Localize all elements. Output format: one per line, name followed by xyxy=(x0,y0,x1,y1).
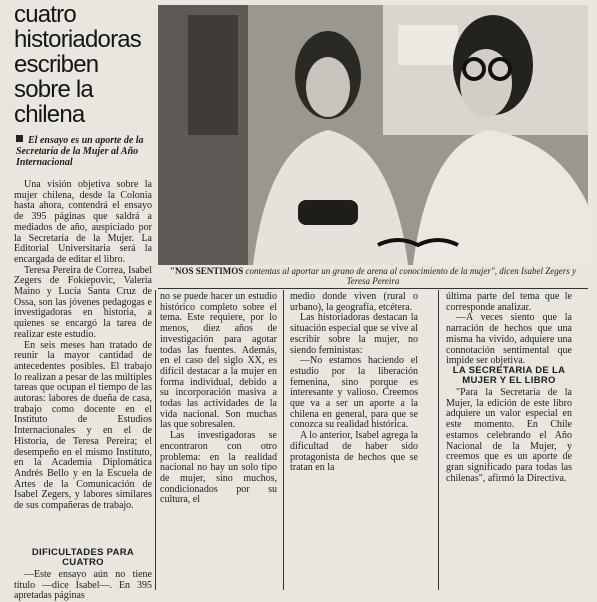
subhead-secretaria: LA SECRETARIA DE LA MUJER Y EL LIBRO xyxy=(452,365,566,386)
column-2 xyxy=(160,292,277,506)
paragraph: Una visión objetiva sobre la mujer chilena, desde la Colonia hasta ahora, contendrá el ensayo de 395 páginas que saldrá a mediados de año, auspiciado por la Secretaría de la Mujer. La Editorial Universitaria será la encargada de editar el libro. xyxy=(14,179,152,265)
paragraph: medio donde viven (rural o urbano), la geografía, etcétera. xyxy=(290,291,418,313)
paragraph: no se puede hacer un estudio histórico completo sobre el tema. Este requiere, por lo menos, diez años de investigación para agotar todas las fuentes. Además, en el caso del siglo XX, es difícil destacar a la mujer en forma individual, debido a su incorporación masiva a todas las actividades de la vida nacional. Son muchas las que sobresalen. xyxy=(160,291,277,431)
column-4 xyxy=(446,292,572,367)
paragraph: —A veces siento que la narración de hechos que una misma ha vivido, adquiere una connotación sentimental que impide ser objetiva. xyxy=(446,312,572,367)
paragraph: Las historiadoras destacan la situación especial que se vive al escribir sobre la mujer, no siendo feministas: xyxy=(290,312,419,356)
photo-caption xyxy=(158,266,588,286)
caption-text: contentas al aportar un grano de arena al conocimiento de la mujer", dicen Isabel Zegers y Teresa Pereira xyxy=(243,266,576,286)
paragraph: Teresa Pereira de Correa, Isabel Zegers de Fokiepovic, Valeria Maino y Lucía Santa Cruz de Ossa, son las jóvenes pedagogas e investigadoras en historia, a quienes se encargó la tarea de realizar este estudio. xyxy=(14,264,152,340)
paragraph: "Para la Secretaría de la Mujer, la edición de este libro adquiere un valor especial en este momento. En Chile estamos celebrando el Año Nacional de la Mujer, y creemos que es un aporte de gran significado para todas las chilenas", afirmó la Directiva. xyxy=(446,387,572,484)
deck-text: El ensayo es un aporte de la Secretaría de la Mujer al Año Internacional xyxy=(16,135,144,168)
column-rule xyxy=(155,290,156,590)
paragraph: En seis meses han tratado de reunir la mayor cantidad de antecedentes posibles. El trabajo lo realizan a pesar de las múltiples tareas que ocupan el tiempo de las autoras: labores de dueña de casa, trabajo como docente en el Instituto de Estudios Internacionales y en el de Historia, de Teresa Pereira; el desempeño en el mismo Instituto, en la Academia Diplomática Andrés Bello y en la Escuela de Artes de la Comunicación de Isabel Zegers, y labores similares de sus compañeras de trabajo. xyxy=(14,339,152,512)
column-1 xyxy=(14,180,152,512)
paragraph: Las investigadoras se encontraron con otro problema: en la realidad nacional no hay un solo tipo de mujer, sino muchos, condicionados por su cultura, el xyxy=(160,430,277,506)
caption-lead: "NOS SENTIMOS xyxy=(170,266,244,276)
column-rule xyxy=(283,290,284,590)
subhead-dificultades: DIFICULTADES PARA CUATRO xyxy=(31,547,135,568)
paragraph: —Este ensayo aún no tiene título —dice Isabel—. En 395 apretadas páginas xyxy=(14,569,152,602)
horizontal-rule xyxy=(158,288,588,289)
paragraph: última parte del tema que le corresponde analizar. xyxy=(446,291,572,313)
column-3 xyxy=(290,292,418,474)
paragraph: —No estamos haciendo el estudio por la liberación femenina, sino porque es interesante y valioso. Creemos que va a ser un aporte a la chilena en general, para que se conozca su realidad histórica. xyxy=(290,355,418,431)
column-1-continued xyxy=(14,570,152,602)
photo-illustration xyxy=(158,5,588,265)
paragraph: A lo anterior, Isabel agrega la dificultad de haber sido protagonista de hechos que se tratan en la xyxy=(290,430,418,474)
square-bullet-icon xyxy=(16,135,23,142)
headline: cuatro historiadoras escriben sobre la chilena xyxy=(14,1,142,128)
column-4-continued xyxy=(446,388,572,484)
column-rule xyxy=(438,290,439,590)
deck xyxy=(16,135,156,168)
photograph xyxy=(158,5,588,265)
